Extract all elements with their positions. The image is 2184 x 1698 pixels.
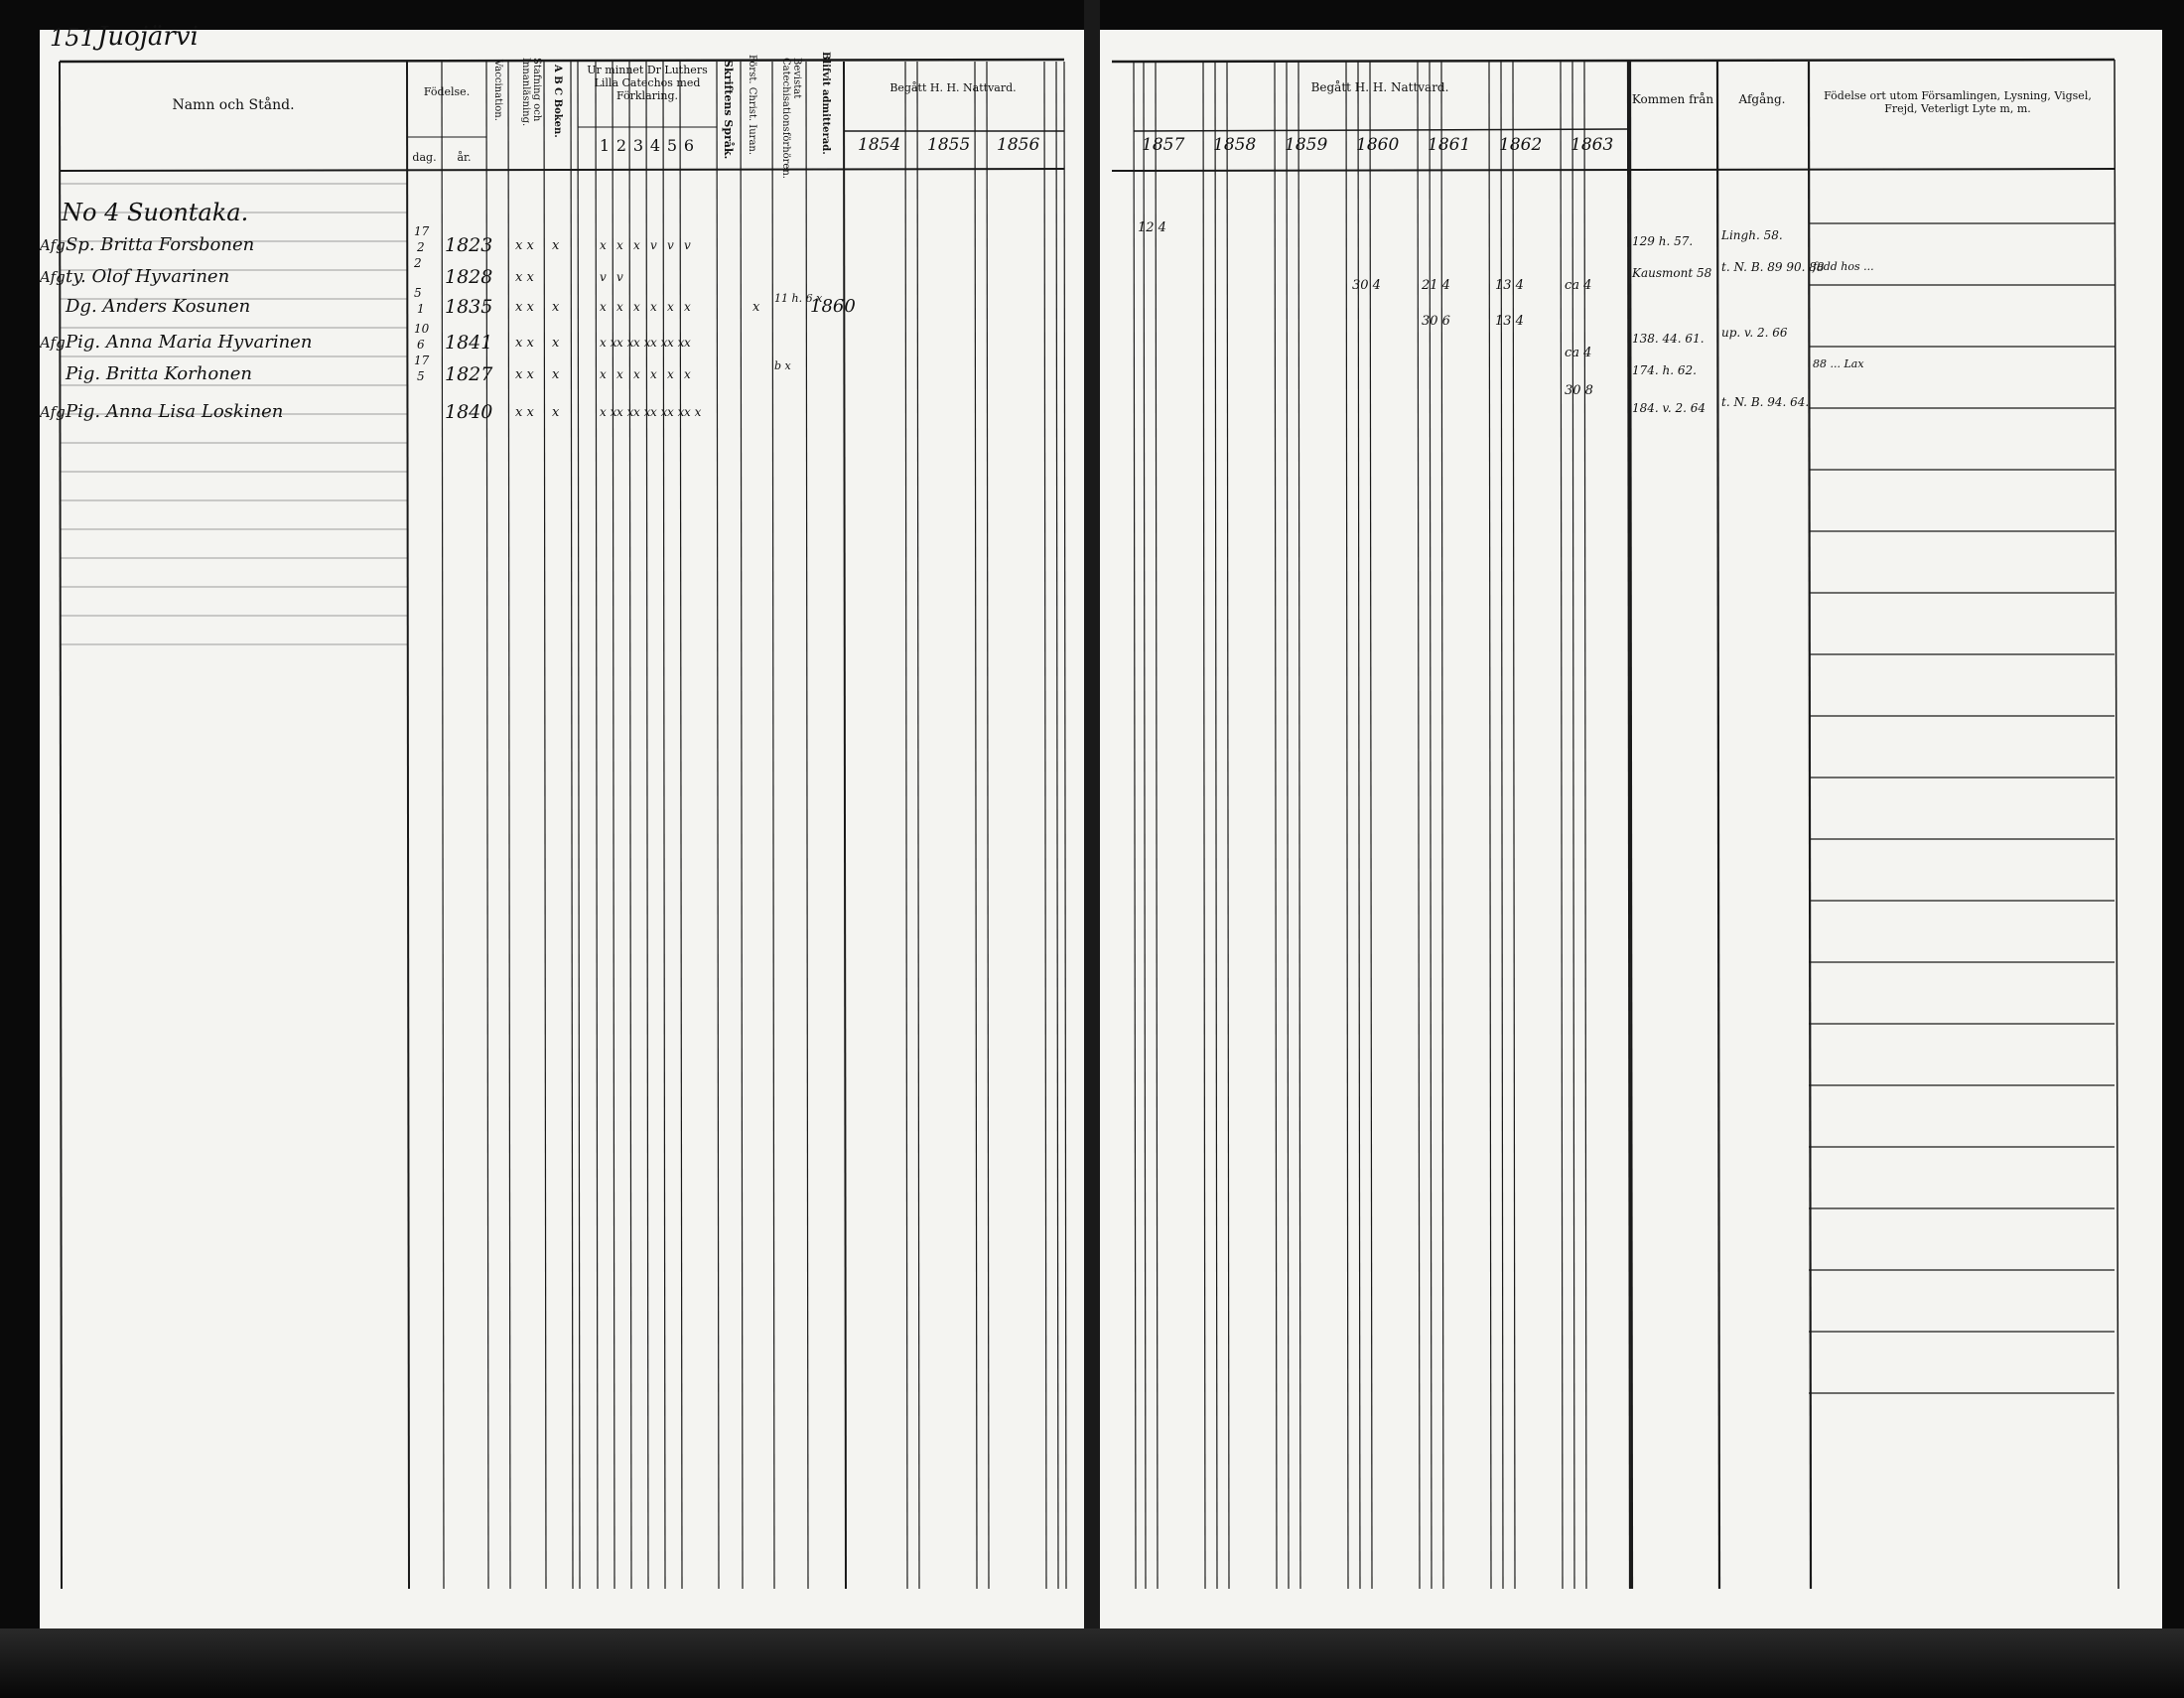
- birth-day-header: dag.: [412, 151, 437, 164]
- page-number: 151: [50, 24, 95, 52]
- catechism-mark: v: [600, 270, 607, 284]
- catechism-part-number: 6: [683, 136, 695, 155]
- catechism-mark: x: [600, 238, 607, 252]
- year-1860: 1860: [1356, 135, 1400, 155]
- kommen-fran-entry: 184. v. 2. 64: [1632, 401, 1706, 415]
- catechism-mark: x: [633, 238, 640, 252]
- communicant-header: Blifvit admitterad.: [820, 52, 831, 155]
- abc-mark: x: [552, 300, 560, 315]
- reading-mark: x x: [515, 300, 534, 315]
- notes-header: Födelse ort utom Församlingen, Lysning, Vigsel, Frejd, Veterligt Lyte m, m.: [1824, 89, 2092, 115]
- right-column-rule: [1287, 62, 1289, 1589]
- abc-mark: x: [552, 238, 560, 253]
- afgang-entry: Lingh. 58.: [1721, 228, 1783, 242]
- margin-note: Afg: [40, 236, 66, 254]
- household-heading: No 4 Suontaka.: [62, 199, 249, 226]
- birth-day: 2: [414, 256, 422, 270]
- right-column-rule: [1809, 62, 1811, 1589]
- notes-entry: 88 ... Lax: [1813, 357, 1864, 370]
- afgang-entry: t. N. B. 89 90. 88: [1721, 260, 1825, 274]
- year-1859: 1859: [1285, 135, 1328, 155]
- catechism-mark: x: [616, 367, 623, 381]
- notes-entry: fodd hos ...: [1813, 260, 1874, 273]
- communion-1857: 12 4: [1138, 220, 1166, 235]
- margin-note: Afg: [40, 334, 66, 352]
- left-column-rule: [975, 62, 977, 1589]
- catechism-mark: x x: [616, 405, 634, 419]
- year-1855: 1855: [927, 135, 971, 155]
- communion-header-right: Begått H. H. Nattvard.: [1310, 80, 1449, 94]
- left-column-rule: [442, 62, 444, 1589]
- right-column-rule: [1489, 62, 1491, 1589]
- catechism-mark: x: [684, 336, 691, 350]
- reading-mark: x x: [515, 270, 534, 285]
- left-column-rule: [741, 62, 743, 1589]
- catechism-mark: x: [667, 300, 674, 314]
- year-1858: 1858: [1213, 135, 1257, 155]
- birth-year: 1840: [445, 401, 493, 423]
- catechism-mark: x: [650, 300, 657, 314]
- reading-mark: x x: [515, 336, 534, 351]
- communion-1863: 30 8: [1565, 383, 1593, 398]
- reading-mark: x x: [515, 405, 534, 420]
- catechism-part-number: 2: [615, 136, 627, 155]
- catechism-part-number: 4: [649, 136, 661, 155]
- birth-month: 6: [417, 338, 425, 352]
- forst-christ-mark: x: [752, 300, 760, 315]
- left-column-rule: [663, 62, 665, 1589]
- left-column-rule: [60, 62, 62, 1589]
- year-row-rule-right: [1134, 129, 1628, 131]
- right-column-rule: [1717, 62, 1719, 1589]
- kommen-fran-header: Kommen från: [1631, 92, 1714, 106]
- birth-day: 17: [414, 354, 430, 367]
- kommen-fran-entry: 138. 44. 61.: [1632, 332, 1705, 346]
- reading-mark: x x: [515, 367, 534, 382]
- left-column-rule: [508, 62, 510, 1589]
- left-column-rule: [1044, 62, 1046, 1589]
- catechism-mark: x: [633, 367, 640, 381]
- left-column-rule: [1064, 62, 1066, 1589]
- left-column-rule: [571, 62, 573, 1589]
- left-column-rule: [407, 62, 409, 1589]
- afgang-entry: t. N. B. 94. 64.: [1721, 395, 1810, 409]
- birth-month: 1: [417, 302, 425, 316]
- catechism-part-number: 3: [632, 136, 644, 155]
- communion-1862: 13 4: [1495, 314, 1524, 329]
- right-column-rule: [1144, 62, 1146, 1589]
- header-bottom-rule-right: [1112, 169, 2115, 171]
- catechism-mark: x x: [633, 336, 651, 350]
- header-bottom-rule: [60, 169, 1064, 171]
- birth-year: 1835: [445, 296, 493, 318]
- birth-day: 17: [414, 224, 430, 238]
- birth-header: Födelse.: [423, 85, 471, 98]
- catechism-mark: x: [684, 367, 691, 381]
- year-1862: 1862: [1499, 135, 1543, 155]
- margin-note: Afg: [40, 403, 66, 421]
- catechism-part-number: 1: [599, 136, 611, 155]
- right-column-rule: [1227, 62, 1229, 1589]
- catechism-mark: x x: [650, 336, 668, 350]
- afgang-entry: up. v. 2. 66: [1721, 326, 1788, 340]
- afgang-header: Afgång.: [1738, 92, 1786, 106]
- birth-month: 5: [417, 369, 425, 383]
- right-column-rule: [1156, 62, 1158, 1589]
- person-name: Pig. Anna Maria Hyvarinen: [66, 332, 313, 353]
- year-1863: 1863: [1570, 135, 1614, 155]
- vaccination-header: Vaccination.: [492, 60, 503, 121]
- left-column-rule: [596, 62, 598, 1589]
- birth-year: 1841: [445, 332, 493, 354]
- catechism-mark: x: [616, 300, 623, 314]
- left-column-rule: [917, 62, 919, 1589]
- right-column-rule: [1418, 62, 1420, 1589]
- catechism-mark: x: [633, 300, 640, 314]
- birth-day: 5: [414, 286, 422, 300]
- catechism-mark: x x: [600, 405, 617, 419]
- catechism-mark: x x: [684, 405, 702, 419]
- reading-mark: x x: [515, 238, 534, 253]
- right-column-rule: [1561, 62, 1563, 1589]
- margin-note: Afg: [40, 268, 66, 286]
- year-1861: 1861: [1428, 135, 1471, 155]
- catechism-mark: v: [667, 238, 674, 252]
- catechism-header: Ur minnet Dr Luthers Lilla Catechos med Förklaring.: [587, 64, 708, 102]
- reading-header: Stafning och Innanläsning.: [520, 58, 542, 127]
- abc-mark: x: [552, 336, 560, 351]
- name-column-header: Namn och Stånd.: [172, 97, 295, 113]
- village-name: Juojärvi: [97, 22, 199, 52]
- left-column-rule: [772, 62, 774, 1589]
- admitted-year: 1860: [810, 296, 856, 317]
- left-column-rule: [486, 62, 488, 1589]
- year-1854: 1854: [858, 135, 901, 155]
- catechism-exam-header: Bevistat Catechisationsförhören.: [780, 58, 802, 179]
- catechism-mark: x x: [667, 405, 685, 419]
- left-column-rule: [717, 62, 719, 1589]
- catechism-exam-mark: 11 h. 6 x: [774, 292, 823, 305]
- birth-year: 1823: [445, 234, 493, 256]
- year-1856: 1856: [997, 135, 1040, 155]
- birth-year: 1827: [445, 363, 493, 385]
- kommen-fran-entry: Kausmont 58: [1632, 266, 1712, 280]
- kommen-fran-entry: 174. h. 62.: [1632, 363, 1697, 377]
- catechism-mark: x x: [633, 405, 651, 419]
- right-column-rule: [1134, 62, 1136, 1589]
- kommen-fran-entry: 129 h. 57.: [1632, 234, 1694, 248]
- right-column-rule: [1215, 62, 1217, 1589]
- catechism-mark: v: [616, 270, 623, 284]
- abc-mark: x: [552, 405, 560, 420]
- catechism-exam-mark: b x: [774, 359, 791, 372]
- communion-1860: 30 4: [1352, 278, 1381, 293]
- birth-year-header: år.: [457, 151, 472, 164]
- birth-year: 1828: [445, 266, 493, 288]
- left-column-rule: [844, 62, 846, 1589]
- catechism-mark: x x: [650, 405, 668, 419]
- header-top-rule-right: [1112, 60, 2115, 62]
- right-column-rule: [1298, 62, 1300, 1589]
- left-column-rule: [646, 62, 648, 1589]
- person-name: Sp. Britta Forsbonen: [66, 234, 255, 255]
- left-column-rule: [905, 62, 907, 1589]
- right-column-rule: [1275, 62, 1277, 1589]
- left-column-rule: [680, 62, 682, 1589]
- person-name: Pig. Britta Korhonen: [66, 363, 253, 384]
- left-column-rule: [987, 62, 989, 1589]
- communion-header-left: Begått H. H. Nattvard.: [889, 81, 1017, 94]
- forst-christ-header: Först. Christ. Iuran.: [747, 55, 757, 156]
- catechism-mark: x: [600, 367, 607, 381]
- scripture-header: Skriftens Språk.: [722, 60, 735, 160]
- right-column-rule: [1346, 62, 1348, 1589]
- catechism-mark: x: [667, 367, 674, 381]
- abc-mark: x: [552, 367, 560, 382]
- header-top-rule: [60, 60, 1064, 62]
- catechism-mark: x: [684, 300, 691, 314]
- person-name: Dg. Anders Kosunen: [66, 296, 251, 317]
- right-page-edge-rule: [2115, 60, 2118, 1589]
- abc-book-header: A B C Boken.: [552, 65, 563, 138]
- communion-1861: 30 6: [1422, 314, 1450, 329]
- year-1857: 1857: [1142, 135, 1185, 155]
- communion-1862: 13 4: [1495, 278, 1524, 293]
- communion-1863: ca 4: [1565, 346, 1592, 360]
- person-name: Pig. Anna Lisa Loskinen: [66, 401, 284, 422]
- birth-day: 10: [414, 322, 430, 336]
- left-column-rule: [544, 62, 546, 1589]
- catechism-mark: x: [600, 300, 607, 314]
- catechism-mark: x x: [616, 336, 634, 350]
- catechism-mark: v: [650, 238, 657, 252]
- left-column-rule: [629, 62, 631, 1589]
- catechism-part-number: 5: [666, 136, 678, 155]
- right-column-rule: [1203, 62, 1205, 1589]
- catechism-mark: x: [616, 238, 623, 252]
- left-column-rule: [806, 62, 808, 1589]
- catechism-mark: x x: [600, 336, 617, 350]
- communion-1863: ca 4: [1565, 278, 1592, 293]
- catechism-mark: x: [650, 367, 657, 381]
- communion-1861: 21 4: [1422, 278, 1450, 293]
- person-name: ty. Olof Hyvarinen: [66, 266, 230, 287]
- birth-month: 2: [417, 240, 425, 254]
- left-column-rule: [1056, 62, 1058, 1589]
- catechism-mark: x x: [667, 336, 685, 350]
- catechism-mark: v: [684, 238, 691, 252]
- left-column-rule: [613, 62, 614, 1589]
- left-column-rule: [578, 62, 580, 1589]
